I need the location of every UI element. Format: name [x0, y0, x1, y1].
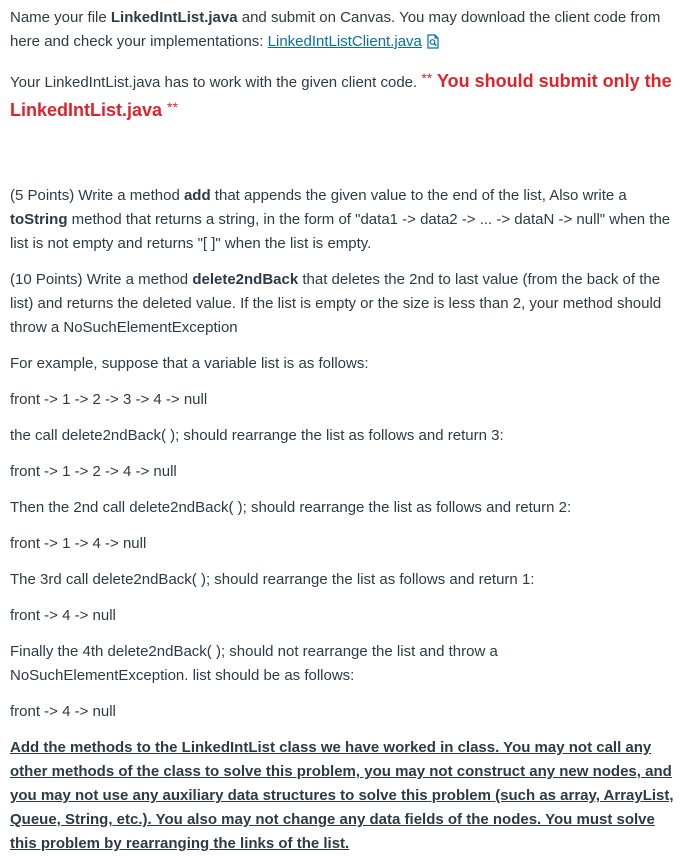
submit-emphasis: You should submit only the LinkedIntList.java	[10, 71, 672, 120]
part2-text-2: that deletes the 2nd to last value (from the back of the list) and returns the deleted value. If the list is empty or the size is less than 2, your method should throw a NoSuchElementException	[10, 271, 662, 336]
intro-text-1: Name your file	[10, 9, 111, 26]
client-code-link[interactable]: LinkedIntListClient.java	[267, 33, 422, 50]
example-call-2: Then the 2nd call delete2ndBack( ); should rearrange the list as follows and return 2:	[10, 499, 572, 516]
example-list-after-3: front -> 4 -> null	[10, 607, 116, 624]
client-note-text: Your LinkedIntList.java has to work with the given client code.	[10, 74, 422, 91]
example-list-after-4: front -> 4 -> null	[10, 703, 116, 720]
example-call-4: Finally the 4th delete2ndBack( ); should not rearrange the list and throw a NoSuchElementException. list should be as follows:	[10, 643, 498, 684]
part1-text-2: that appends the given value to the end of the list, Also write a	[210, 187, 627, 204]
example-list-after-2: front -> 1 -> 4 -> null	[10, 535, 147, 552]
example-list-initial: front -> 1 -> 2 -> 3 -> 4 -> null	[10, 391, 208, 408]
example-call-1: the call delete2ndBack( ); should rearrange the list as follows and return 3:	[10, 427, 504, 444]
stars-close: **	[167, 99, 178, 115]
intro-paragraph	[10, 6, 674, 54]
part1-text-3: method that returns a string, in the form of "data1 -> data2 -> ... -> dataN -> null" when the list is not empty and returns "[ ]" when the list is empty.	[10, 211, 671, 252]
add-method-name: add	[183, 187, 211, 204]
part2-paragraph	[10, 268, 674, 340]
part1-text-1: (5 Points) Write a method	[10, 187, 184, 204]
part2-text-1: (10 Points) Write a method	[10, 271, 193, 288]
client-note-paragraph	[10, 66, 674, 124]
tostring-method-name: toString	[10, 211, 68, 228]
delete2ndback-method-name: delete2ndBack	[192, 271, 299, 288]
document-preview-icon[interactable]	[426, 33, 440, 48]
stars-open: **	[421, 70, 433, 86]
example-call-3: The 3rd call delete2ndBack( ); should rearrange the list as follows and return 1:	[10, 571, 535, 588]
example-list-after-1: front -> 1 -> 2 -> 4 -> null	[10, 463, 177, 480]
example-intro: For example, suppose that a variable list is as follows:	[10, 355, 369, 372]
assignment-content	[10, 6, 674, 856]
rules-paragraph: Add the methods to the LinkedIntList class we have worked in class. You may not call any other methods of the class to solve this problem, you may not construct any new nodes, and you may not use any auxiliary data structures to solve this problem (such as array, ArrayList, Queue, String, etc.). You also may not change any data fields of the nodes. You must solve this problem by rearranging the links of the list.	[10, 739, 674, 852]
file-name: LinkedIntList.java	[110, 9, 238, 26]
intro-text-2: and submit on Canvas. You may download the client code from here and check your implementations:	[10, 9, 661, 50]
part1-paragraph	[10, 184, 674, 256]
